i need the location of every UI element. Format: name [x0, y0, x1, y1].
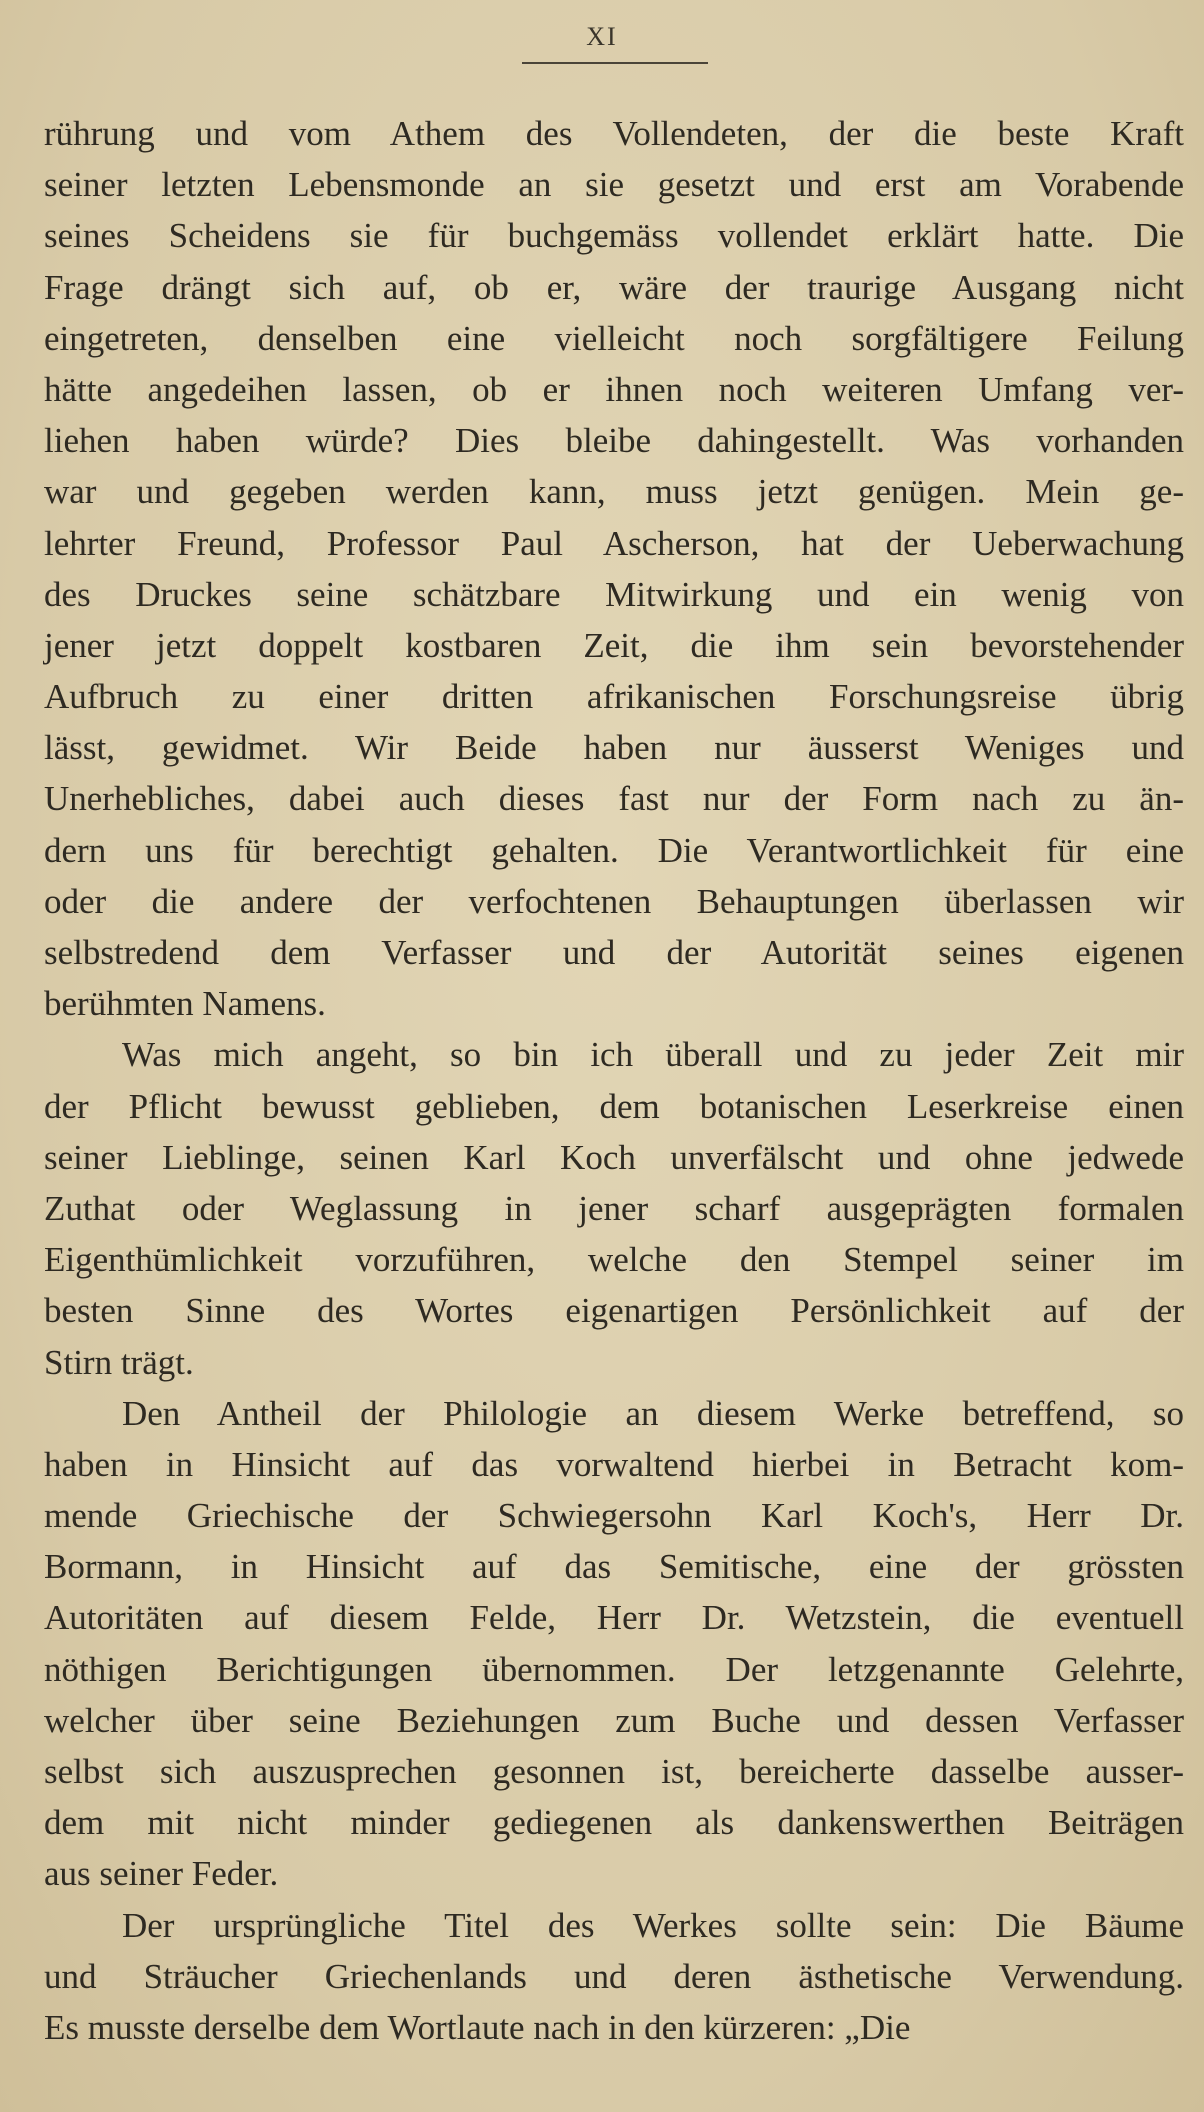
paragraph: [44, 108, 1184, 1029]
text-line: Was mich angeht, so bin ich überall und zu jeder Zeit mir: [122, 1035, 1184, 1075]
paragraph: [44, 1900, 1184, 2054]
text-line: lässt, gewidmet. Wir Beide haben nur äusserst Weniges und: [44, 728, 1184, 768]
text-line: dern uns für berechtigt gehalten. Die Verantwortlichkeit für eine: [44, 830, 1184, 870]
text-line: selbstredend dem Verfasser und der Autorität seines eigenen: [44, 933, 1184, 972]
text-line: eingetreten, denselben eine vielleicht noch sorgfältigere Feilung: [44, 318, 1184, 358]
text-line: mende Griechische der Schwiegersohn Karl Koch's, Herr Dr.: [44, 1496, 1184, 1536]
text-line: der Pflicht bewusst geblieben, dem botanischen Leserkreise einen: [44, 1086, 1184, 1126]
text-line: Bormann, in Hinsicht auf das Semitische, eine der grössten: [44, 1547, 1184, 1587]
text-line: seiner letzten Lebensmonde an sie gesetzt und erst am Vorabende: [44, 165, 1184, 205]
text-line: nöthigen Berichtigungen übernommen. Der letzgenannte Gelehrte,: [44, 1649, 1184, 1689]
text-line: Unerhebliches, dabei auch dieses fast nur der Form nach zu än-: [44, 779, 1184, 819]
text-line: Stirn trägt.: [44, 1342, 194, 1382]
paragraph: [44, 1029, 1184, 1387]
text-line: Den Antheil der Philologie an diesem Werke betreffend, so: [122, 1393, 1184, 1433]
text-line: besten Sinne des Wortes eigenartigen Persönlichkeit auf der: [44, 1291, 1184, 1331]
text-line: aus seiner Feder.: [44, 1854, 279, 1894]
text-line: des Druckes seine schätzbare Mitwirkung und ein wenig von: [44, 574, 1184, 614]
text-line: dem mit nicht minder gediegenen als dankenswerthen Beiträgen: [44, 1803, 1184, 1843]
text-line: Der ursprüngliche Titel des Werkes sollte sein: Die Bäume: [122, 1905, 1184, 1945]
text-line: Frage drängt sich auf, ob er, wäre der traurige Ausgang nicht: [44, 267, 1184, 307]
text-line: selbst sich auszusprechen gesonnen ist, bereicherte dasselbe ausser-: [44, 1752, 1184, 1791]
text-line: Es musste derselbe dem Wortlaute nach in den kürzeren: „Die: [44, 2007, 911, 2047]
text-line: Zuthat oder Weglassung in jener scharf ausgeprägten formalen: [44, 1188, 1184, 1228]
text-line: rührung und vom Athem des Vollendeten, der die beste Kraft: [44, 114, 1184, 153]
text-line: hätte angedeihen lassen, ob er ihnen noch weiteren Umfang ver-: [44, 369, 1184, 409]
text-line: Eigenthümlichkeit vorzuführen, welche den Stempel seiner im: [44, 1240, 1184, 1280]
paragraph: [44, 1388, 1184, 1900]
text-line: seines Scheidens sie für buchgemäss vollendet erklärt hatte. Die: [44, 216, 1184, 256]
page-number: XI: [586, 22, 618, 51]
text-line: haben in Hinsicht auf das vorwaltend hierbei in Betracht kom-: [44, 1444, 1184, 1484]
text-line: liehen haben würde? Dies bleibe dahingestellt. Was vorhanden: [44, 421, 1184, 461]
text-line: und Sträucher Griechenlands und deren ästhetische Verwendung.: [44, 1956, 1184, 1996]
header-rule: [522, 62, 708, 64]
text-line: Aufbruch zu einer dritten afrikanischen Forschungsreise übrig: [44, 677, 1184, 717]
text-line: seiner Lieblinge, seinen Karl Koch unverfälscht und ohne jedwede: [44, 1137, 1184, 1177]
text-line: oder die andere der verfochtenen Behauptungen überlassen wir: [44, 881, 1184, 921]
text-line: lehrter Freund, Professor Paul Ascherson, hat der Ueberwachung: [44, 523, 1184, 563]
text-line: Autoritäten auf diesem Felde, Herr Dr. Wetzstein, die eventuell: [44, 1598, 1184, 1638]
text-line: jener jetzt doppelt kostbaren Zeit, die ihm sein bevorstehender: [44, 625, 1184, 665]
text-line: war und gegeben werden kann, muss jetzt genügen. Mein ge-: [44, 472, 1184, 512]
text-line: welcher über seine Beziehungen zum Buche und dessen Verfasser: [44, 1700, 1184, 1740]
text-line: berühmten Namens.: [44, 984, 326, 1024]
text-body: [44, 108, 1184, 2053]
